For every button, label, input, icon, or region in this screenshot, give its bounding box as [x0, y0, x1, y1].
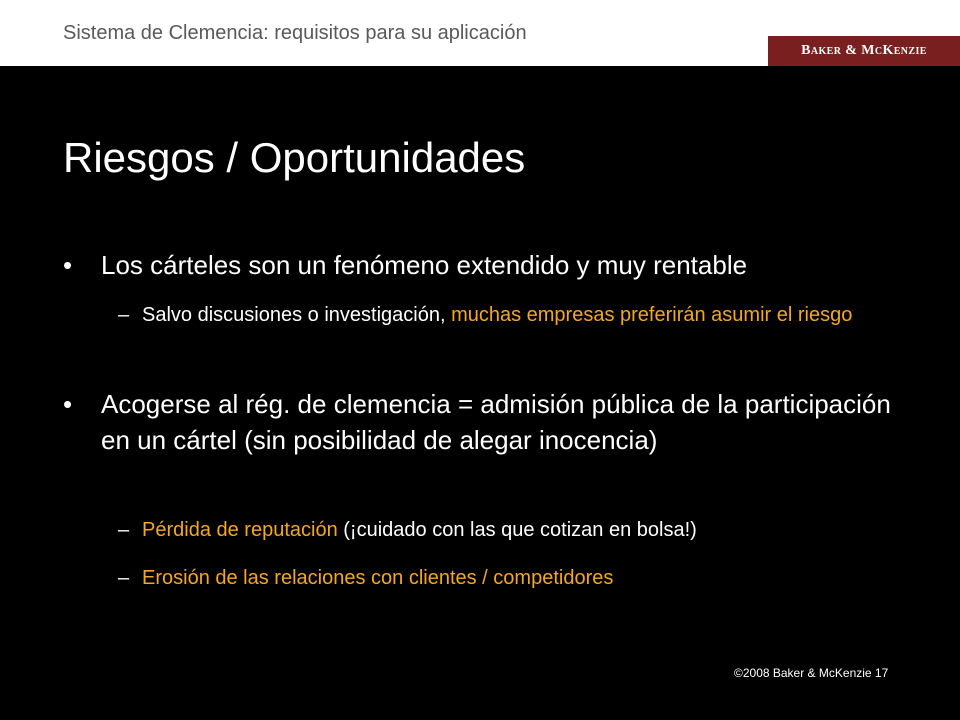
slide-title: Riesgos / Oportunidades [63, 134, 526, 181]
bullet-item [63, 247, 903, 283]
sub-bullet-marker: – [118, 519, 130, 541]
presentation-title: Sistema de Clemencia: requisitos para su aplicación [63, 22, 527, 44]
sub-bullet-text-highlight: Erosión de las relaciones con clientes / competidores [142, 567, 614, 589]
sub-bullet-text-highlight: Pérdida de reputación [142, 519, 338, 541]
sub-bullet-text-white: (¡cuidado con las que cotizan en bolsa!) [337, 519, 697, 541]
footer [734, 666, 888, 680]
bullet-marker: • [63, 389, 73, 419]
sub-bullet-text [142, 516, 908, 544]
bullet-text: Los cárteles son un fenómeno extendido y muy rentable [101, 250, 748, 280]
copyright-text: ©2008 Baker & McKenzie [734, 666, 872, 680]
bullet-text: Acogerse al rég. de clemencia = admisión pública de la participación en un cártel (sin posibilidad de alegar inocencia) [101, 389, 891, 455]
sub-bullet-item [118, 516, 908, 544]
company-logo: Baker & McKenzie [768, 36, 960, 66]
sub-bullet-item [118, 301, 908, 329]
sub-bullet-marker: – [118, 304, 130, 326]
sub-bullet-text-highlight: muchas empresas preferirán asumir el riesgo [451, 304, 853, 326]
sub-bullet-text [142, 301, 908, 329]
bullet-item [63, 386, 903, 458]
sub-bullet-text-white: Salvo discusiones o investigación, [142, 304, 452, 326]
page-number: 17 [874, 666, 889, 680]
sub-bullet-item [118, 564, 908, 592]
bullet-marker: • [63, 250, 73, 280]
sub-bullet-marker: – [118, 567, 130, 589]
